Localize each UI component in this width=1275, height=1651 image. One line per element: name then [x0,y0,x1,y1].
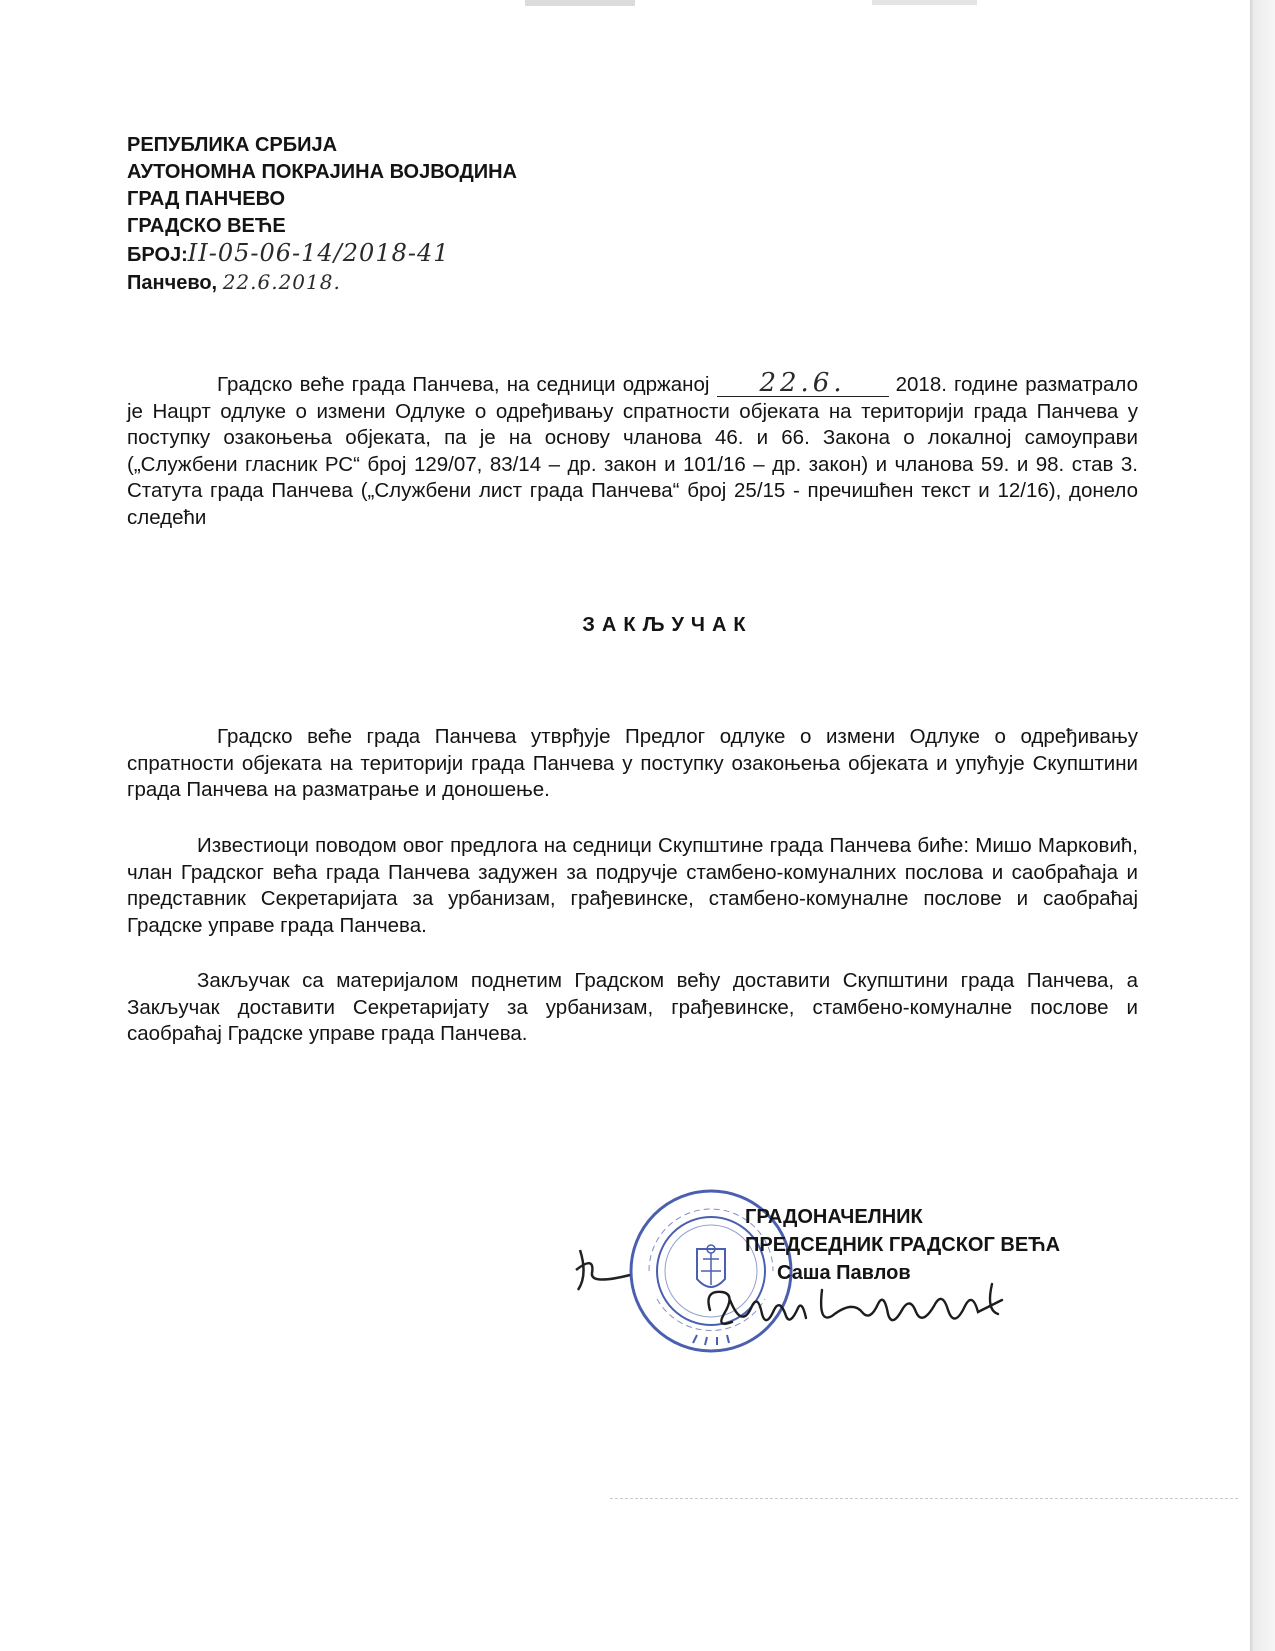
signer-title-mayor: ГРАДОНАЧЕЛНИК [745,1206,923,1228]
header-republic: РЕПУБЛИКА СРБИЈА [127,134,338,156]
scan-artifact [525,0,635,6]
header-council: ГРАДСКО ВЕЋЕ [127,215,286,237]
paragraph-text: Известиоци поводом овог предлога на седници Скупштине града Панчева биће: Мишо Марковић, члан Градског већа града Панчева задужен за подручје стамбено-комуналних послова и саобраћаја и представник Секретаријата за урбанизам, грађевинске, стамбено-комуналне послове и саобраћај Градске управе града Панчева. [127,834,1138,937]
header-place-line [127,269,517,297]
paragraph-text: Закључак са материјалом поднетим Градском већу доставити Скупштини града Панчева, а Закључак доставити Секретаријату за урбанизам, грађевинске, стамбено-комуналне послове и саобраћај Градске управе града Панчева. [127,969,1138,1045]
scan-page-edge [1250,0,1275,1651]
intro-part1: Градско веће града Панчева, на седници одржаној [217,373,710,396]
paragraph-text: Градско веће града Панчева утврђује Предлог одлуке о измени Одлуке о одређивању спратности објеката на територији града Панчева у поступку озакоњења објеката и упућује Скупштини града Панчева на разматрање и доношење. [127,725,1138,801]
header-province: АУТОНОМНА ПОКРАЈИНА ВОЈВОДИНА [127,161,517,183]
signer-name: Саша Павлов [777,1262,911,1284]
number-label: БРОЈ: [127,244,188,266]
intro-part2: 2018. године разматрало је Нацрт одлуке о измени Одлуке о одређивању спратности објеката на територији града Панчева у поступку озакоњења објеката, па је на основу чланова 46. и 66. Закона о локалној самоуправи („Службени гласник РС“ број 129/07, 83/14 – др. закон и 101/16 – др. закон) и чланова 59. и 98. став 3. Статута града Панчева („Службени лист града Панчева“ број 25/15 - пречишћен текст и 12/16), донело следећи [127,373,1139,529]
session-date-handwritten: 22.6. [759,368,846,398]
session-date-blank [717,368,889,398]
paragraph [127,724,1138,804]
paragraph [127,833,1138,939]
document-header [127,132,517,297]
initial-signature [570,1245,640,1295]
signer-title-president: ПРЕДСЕДНИК ГРАДСКОГ ВЕЋА [745,1234,1061,1256]
paragraph [127,968,1138,1048]
handwritten-date: 22.6.2018. [222,270,341,294]
header-city: ГРАД ПАНЧЕВО [127,188,286,210]
header-number-line [127,240,517,269]
place-label: Панчево, [127,272,218,294]
handwritten-signature [702,1270,1042,1340]
handwritten-number: II-05-06-14/2018-41 [187,239,450,267]
intro-paragraph [127,368,1139,531]
scan-artifact [872,0,977,5]
bottom-divider [610,1498,1238,1499]
document-title: ЗАКЉУЧАК [582,614,753,636]
